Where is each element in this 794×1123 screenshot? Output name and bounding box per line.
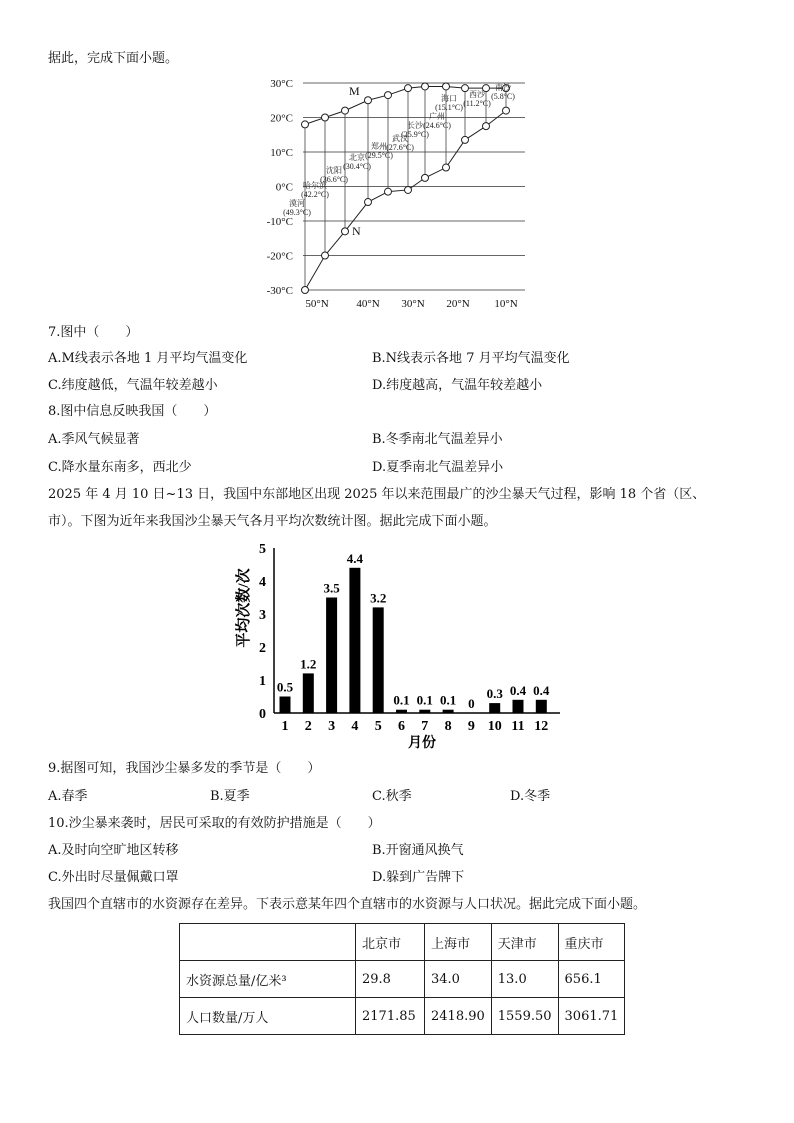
q9-option-b[interactable]: B.夏季 <box>210 789 250 804</box>
bar-value-label: 3.2 <box>370 590 387 606</box>
y-axis-title: 平均次数/次 <box>236 568 252 648</box>
x-tick-label: 7 <box>421 719 429 734</box>
q7-stem: 7.图中（ ） <box>48 325 139 340</box>
bar-value-label: 0.4 <box>533 682 550 698</box>
table-cell: 34.0 <box>425 961 492 998</box>
table-cell: 人口数量/万人 <box>180 998 356 1035</box>
x-tick-label: 9 <box>467 719 475 734</box>
q8-stem: 8.图中信息反映我国（ ） <box>48 404 217 419</box>
q8-option-d[interactable]: D.夏季南北气温差异小 <box>372 460 504 475</box>
bar-value-label: 0.4 <box>509 682 527 698</box>
figure1-labels <box>267 78 518 310</box>
intro3-text: 我国四个直辖市的水资源存在差异。下表示意某年四个直辖市的水资源与人口状况。据此完成下面小题。 <box>48 897 647 912</box>
q7-option-b[interactable]: B.N线表示各地 7 月平均气温变化 <box>372 351 570 366</box>
x-tick-label: 6 <box>398 719 405 734</box>
y-tick-label: 4 <box>259 575 266 590</box>
label-n: N <box>352 224 361 238</box>
x-tick-label: 10 <box>487 719 502 734</box>
table-cell: 2418.90 <box>425 998 492 1035</box>
q8-option-a[interactable]: A.季风气候显著 <box>48 432 140 447</box>
bar-chart-labels <box>234 542 550 751</box>
january-point <box>302 287 309 294</box>
intro2-line1: 2025 年 4 月 10 日~13 日，我国中东部地区出现 2025 年以来范围最广的沙尘暴天气过程，影响 18 个省（区、 <box>48 487 706 502</box>
y-tick-label: 0°C <box>275 181 293 194</box>
table-header-cell: 北京市 <box>356 924 425 961</box>
y-tick-label: -20°C <box>266 250 293 263</box>
bar-chart-bars <box>280 568 547 713</box>
station-range: (30.4°C) <box>343 162 371 171</box>
y-tick-label: 10°C <box>270 147 293 159</box>
station-range: (27.6°C) <box>386 143 414 152</box>
july-point <box>342 107 349 114</box>
bar <box>349 568 360 713</box>
table-cell: 13.0 <box>491 961 558 998</box>
bar-value-label: 0.1 <box>393 692 410 708</box>
bar <box>396 710 407 713</box>
x-tick-label: 11 <box>511 719 525 734</box>
table-header-cell: 上海市 <box>425 924 492 961</box>
table-cell: 水资源总量/亿米³ <box>180 961 356 998</box>
y-tick-label: 30°C <box>270 78 293 90</box>
station-name: 北京 <box>349 153 365 162</box>
q9-option-c[interactable]: C.秋季 <box>372 789 412 804</box>
q7-option-d[interactable]: D.纬度越高，气温年较差越小 <box>372 378 543 393</box>
table-row <box>180 998 625 1035</box>
x-tick-label: 1 <box>281 719 289 734</box>
station-range: (11.2°C) <box>463 99 491 108</box>
x-axis-title: 月份 <box>408 736 436 751</box>
station-name: 长沙 <box>407 121 423 130</box>
bar <box>489 703 500 713</box>
y-tick-label: -10°C <box>266 216 293 228</box>
q8-option-b[interactable]: B.冬季南北气温差异小 <box>372 432 503 447</box>
table-cell: 29.8 <box>356 961 425 998</box>
x-tick-label: 3 <box>328 719 336 734</box>
january-point <box>365 199 372 206</box>
station-range: (49.3°C) <box>283 208 311 217</box>
station-name: 郑州 <box>371 142 387 151</box>
x-tick-label: 5 <box>374 719 382 734</box>
january-point <box>322 252 329 259</box>
x-tick-label: 2 <box>304 719 312 734</box>
bar <box>326 598 337 714</box>
intro-text: 据此，完成下面小题。 <box>48 51 179 66</box>
station-name: 漠河 <box>289 199 305 208</box>
station-range: (15.1°C) <box>435 103 463 112</box>
station-name: 南沙 <box>495 83 511 92</box>
y-tick-label: 0 <box>259 707 266 722</box>
q10-option-b[interactable]: B.开窗通风换气 <box>372 843 464 858</box>
q7-option-a[interactable]: A.M线表示各地 1 月平均气温变化 <box>48 351 248 366</box>
x-tick-label: 40°N <box>356 298 380 310</box>
bar-value-label: 3.5 <box>323 580 340 596</box>
bar <box>419 710 430 713</box>
july-point <box>365 97 372 104</box>
bar-value-label: 0.3 <box>486 686 503 702</box>
january-point <box>422 174 429 181</box>
x-tick-label: 30°N <box>401 298 425 310</box>
bar-value-label: 0.1 <box>416 692 433 708</box>
q8-option-c[interactable]: C.降水量东南多，西北少 <box>48 460 192 475</box>
water-resource-table <box>179 923 625 1035</box>
q9-option-a[interactable]: A.春季 <box>48 789 88 804</box>
station-name: 广州 <box>429 112 445 121</box>
station-name: 海口 <box>441 94 457 103</box>
july-point <box>302 121 309 128</box>
q7-option-c[interactable]: C.纬度越低，气温年较差越小 <box>48 378 218 393</box>
table-cell: 2171.85 <box>356 998 425 1035</box>
table-header-cell: 重庆市 <box>558 924 625 961</box>
bar <box>373 607 384 713</box>
bar <box>536 700 547 713</box>
x-tick-label: 12 <box>534 719 549 734</box>
bar-value-label: 4.4 <box>346 550 364 566</box>
q10-option-c[interactable]: C.外出时尽量佩戴口罩 <box>48 870 179 885</box>
temperature-latitude-figure <box>255 70 545 315</box>
figure1-series-lines <box>302 83 510 294</box>
bar <box>443 710 454 713</box>
table-cell: 3061.71 <box>558 998 625 1035</box>
january-point <box>385 188 392 195</box>
station-range: (25.9°C) <box>401 130 429 139</box>
bar <box>513 700 524 713</box>
y-tick-label: 2 <box>259 641 266 656</box>
station-name: 哈尔滨 <box>303 181 327 190</box>
station-range: (36.6°C) <box>320 175 348 184</box>
y-tick-label: 1 <box>259 674 266 689</box>
x-tick-label: 10°N <box>494 298 518 310</box>
july-point <box>385 92 392 99</box>
bar-value-label: 1.2 <box>300 656 317 672</box>
y-tick-label: 3 <box>259 608 266 623</box>
intro2-line2: 市）。下图为近年来我国沙尘暴天气各月平均次数统计图。据此完成下面小题。 <box>48 514 497 529</box>
january-point <box>503 107 510 114</box>
table-header-cell <box>180 924 356 961</box>
y-tick-label: -30°C <box>266 285 293 297</box>
station-range: (5.8°C) <box>491 92 515 101</box>
table-cell: 1559.50 <box>491 998 558 1035</box>
station-range: (42.2°C) <box>301 190 329 199</box>
january-point <box>342 228 349 235</box>
bar-value-label: 0.5 <box>276 679 294 695</box>
table-header-row <box>180 924 625 961</box>
q10-option-a[interactable]: A.及时向空旷地区转移 <box>48 843 179 858</box>
january-point <box>483 123 490 130</box>
q9-stem: 9.据图可知，我国沙尘暴多发的季节是（ ） <box>48 761 321 776</box>
table-cell: 656.1 <box>558 961 625 998</box>
station-range: (29.5°C) <box>365 151 393 160</box>
x-tick-label: 8 <box>444 719 452 734</box>
bar-value-label: 0 <box>468 696 475 711</box>
table-header-cell: 天津市 <box>491 924 558 961</box>
july-point <box>443 83 450 90</box>
station-name: 西沙 <box>469 90 485 99</box>
table-row <box>180 961 625 998</box>
q10-stem: 10.沙尘暴来袭时，居民可采取的有效防护措施是（ ） <box>48 816 381 831</box>
x-tick-label: 50°N <box>305 298 329 310</box>
january-point <box>462 136 469 143</box>
january-point <box>405 186 412 193</box>
july-point <box>462 85 469 92</box>
station-name: 武汉 <box>392 134 408 143</box>
station-range: (24.6°C) <box>423 121 451 130</box>
sandstorm-monthly-bar-chart <box>230 538 570 753</box>
station-name: 沈阳 <box>326 166 342 175</box>
bar <box>280 697 291 714</box>
bar-value-label: 0.1 <box>439 692 457 708</box>
january-point <box>443 164 450 171</box>
july-point <box>322 114 329 121</box>
label-m: M <box>349 84 360 98</box>
july-point <box>405 85 412 92</box>
july-point <box>422 83 429 90</box>
x-tick-label: 20°N <box>446 298 470 310</box>
q10-option-d[interactable]: D.躲到广告牌下 <box>372 870 465 885</box>
x-tick-label: 4 <box>351 719 359 734</box>
q9-option-d[interactable]: D.冬季 <box>510 789 551 804</box>
bar <box>303 673 314 713</box>
y-tick-label: 5 <box>259 542 266 557</box>
y-tick-label: 20°C <box>270 112 293 125</box>
